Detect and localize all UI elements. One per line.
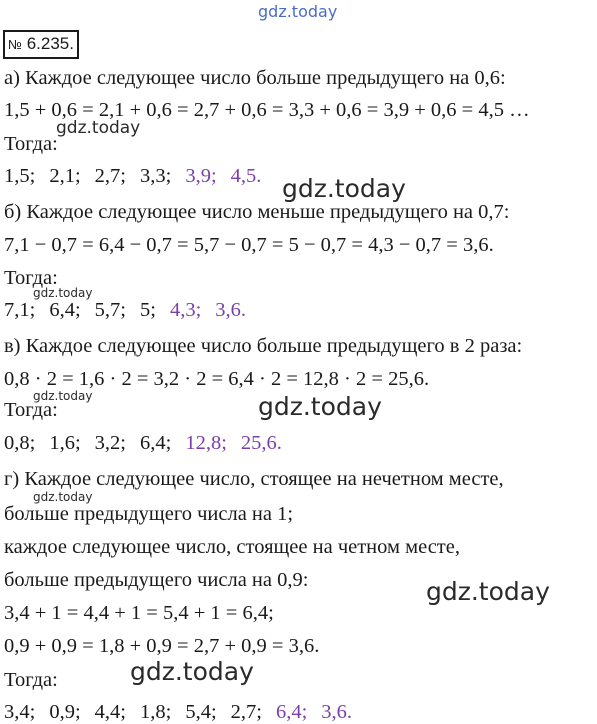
watermark: gdz.today: [258, 2, 338, 21]
watermark: gdz.today: [282, 174, 406, 203]
watermark: gdz.today: [426, 577, 550, 606]
sequence-term: 3,3: [139, 165, 166, 187]
sequence-term: 3,4: [4, 701, 30, 723]
part-b-rule: б) Каждое следующее число меньше предыдущего на 0,7:: [4, 201, 510, 223]
sequence-term: 0,9: [49, 701, 75, 723]
sequence-term-highlight: 4,5.: [230, 165, 262, 187]
part-d-calculation-odd: 3,4 + 1 = 4,4 + 1 = 5,4 + 1 = 6,4;: [4, 602, 274, 624]
watermark: gdz.today: [258, 392, 382, 421]
sequence-term-highlight: 3,6.: [321, 701, 353, 723]
sequence-term: 3,2: [94, 432, 121, 454]
part-a-then-label: Тогда:: [4, 133, 58, 155]
sequence-term: 2,7: [230, 701, 257, 723]
part-c-then-label: Тогда:: [4, 399, 58, 421]
sequence-term: 1,6: [49, 432, 75, 454]
sequence-term: 5,4: [185, 701, 211, 723]
watermark: gdz.today: [56, 118, 141, 138]
watermark: gdz.today: [33, 286, 93, 300]
part-d-rule-line-2: больше предыдущего числа на 1;: [4, 503, 294, 525]
part-a-rule: а) Каждое следующее число больше предыдущего на 0,6:: [4, 67, 506, 89]
part-b-then-label: Тогда:: [4, 267, 58, 289]
part-b-calculation: 7,1 − 0,7 = 6,4 − 0,7 = 5,7 − 0,7 = 5 − 0,7 = 4,3 − 0,7 = 3,6.: [4, 234, 494, 256]
sequence-term: 2,7: [94, 165, 121, 187]
sequence-term: 5,7: [94, 299, 121, 321]
number-sign: №: [8, 37, 22, 52]
sequence-term: 5: [139, 299, 151, 321]
sequence-term-highlight: 12,8: [185, 432, 222, 454]
part-d-then-label: Тогда:: [4, 669, 58, 691]
part-d-rule-line-3: каждое следующее число, стоящее на четном месте,: [4, 536, 460, 558]
sequence-term-highlight: 3,9: [185, 165, 211, 187]
sequence-term-highlight: 6,4: [275, 701, 302, 723]
part-c-rule: в) Каждое следующее число больше предыдущего в 2 раза:: [4, 335, 523, 357]
sequence-term: 1,8: [139, 701, 166, 723]
sequence-term: 2,1: [49, 165, 75, 187]
sequence-term: 4,4: [94, 701, 121, 723]
part-b-sequence: 7,1; 6,4; 5,7; 5; 4,3; 3,6.: [4, 299, 247, 321]
task-number-box: [3, 30, 79, 59]
sequence-term: 1,5: [4, 165, 30, 187]
part-c-calculation: 0,8 · 2 = 1,6 · 2 = 3,2 · 2 = 6,4 · 2 = 12,8 · 2 = 25,6.: [4, 368, 430, 390]
part-a-calculation: 1,5 + 0,6 = 2,1 + 0,6 = 2,7 + 0,6 = 3,3 + 0,6 = 3,9 + 0,6 = 4,5 …: [4, 99, 530, 121]
part-a-sequence: 1,5; 2,1; 2,7; 3,3; 3,9; 4,5.: [4, 165, 262, 187]
part-d-calculation-even: 0,9 + 0,9 = 1,8 + 0,9 = 2,7 + 0,9 = 3,6.: [4, 635, 320, 657]
sequence-term: 0,8: [4, 432, 30, 454]
watermark: gdz.today: [33, 490, 93, 504]
sequence-term: 7,1: [4, 299, 30, 321]
watermark: gdz.today: [130, 657, 254, 686]
sequence-term-highlight: 25,6.: [240, 432, 282, 454]
sequence-term: 6,4: [49, 299, 75, 321]
sequence-term-highlight: 4,3: [169, 299, 196, 321]
part-c-sequence: 0,8; 1,6; 3,2; 6,4; 12,8; 25,6.: [4, 432, 282, 454]
task-number: 6.235.: [26, 34, 74, 53]
part-d-sequence: 3,4; 0,9; 4,4; 1,8; 5,4; 2,7; 6,4; 3,6.: [4, 701, 353, 723]
part-d-rule-line-4: больше предыдущего числа на 0,9:: [4, 569, 309, 591]
sequence-term: 6,4: [139, 432, 166, 454]
part-d-rule-line-1: г) Каждое следующее число, стоящее на нечетном месте,: [4, 468, 504, 490]
watermark: gdz.today: [33, 389, 93, 403]
sequence-term-highlight: 3,6.: [215, 299, 247, 321]
